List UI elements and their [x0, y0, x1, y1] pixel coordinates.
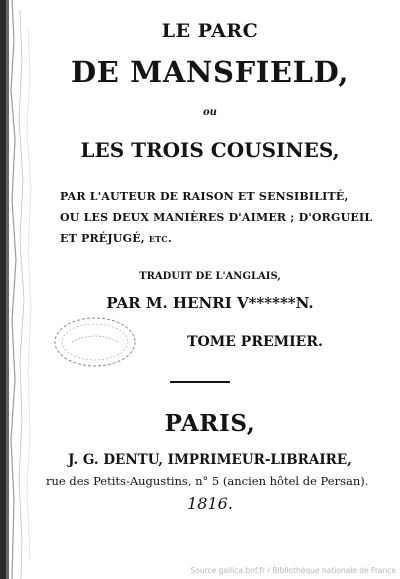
page-binding-edge [0, 0, 46, 579]
translator-name: PAR M. HENRI V******N. [106, 294, 314, 312]
imprint-address: rue des Petits-Augustins, n° 5 (ancien hôtel de Persan). [46, 474, 369, 488]
byline-line-3: ET PRÉJUGÉ, etc. [60, 232, 172, 245]
imprint-year: 1816. [187, 494, 233, 513]
imprint-city: PARIS, [164, 410, 256, 437]
byline-line-2: OU LES DEUX MANIÈRES D'AIMER ; D'ORGUEIL [60, 211, 373, 224]
title-connector: ou [203, 107, 217, 118]
translation-note: TRADUIT DE L'ANGLAIS, [139, 271, 281, 282]
imprint-publisher: J. G. DENTU, IMPRIMEUR-LIBRAIRE, [68, 452, 352, 468]
title-line-2: DE MANSFIELD, [70, 55, 350, 89]
title-line-3: LES TROIS COUSINES, [80, 138, 340, 162]
title-line-1: LE PARC [161, 20, 259, 42]
divider-rule [170, 381, 230, 383]
byline-line-1: PAR L'AUTEUR DE RAISON ET SENSIBILITÉ, [60, 190, 349, 203]
volume-label: TOME PREMIER. [187, 334, 323, 350]
source-credit: Source gallica.bnf.fr / Bibliothèque nationale de France [190, 566, 396, 575]
